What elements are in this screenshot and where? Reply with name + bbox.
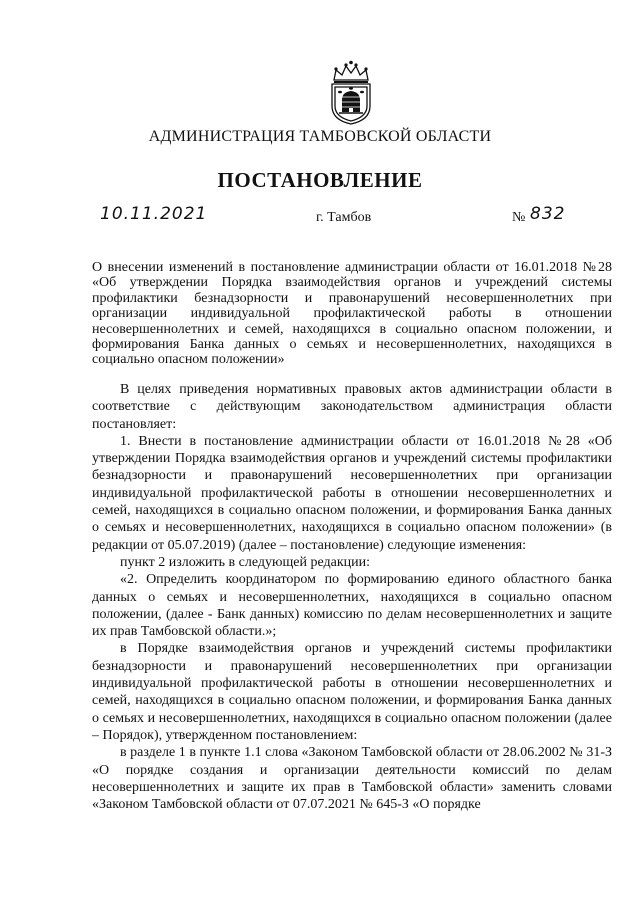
document-subject: О внесении изменений в постановление администрации области от 16.01.2018 №28 «Об утверждении Порядка взаимодействия органов и учреждений системы профилактики безнадзорности и правонарушений несовершеннолетних при организации индивидуальной профилактической работы в отношении несовершеннолетних и семей, находящихся в социально опасном положении, и формирования Банка данных о семьях и несовершеннолетних, находящихся в социально опасном положении» [92,260,612,368]
body-paragraph: «2. Определить координатором по формированию единого областного банка данных о семьях и несовершеннолетних, находящихся в социально опасном положении, (далее - Банк данных) комиссию по делам несовершеннолетних и защите их прав Тамбовской области.»; [92,572,612,640]
handwritten-number: 832 [530,204,566,224]
tambov-coat-of-arms-icon [326,60,376,126]
document-type-title: ПОСТАНОВЛЕНИЕ [217,168,423,192]
body-paragraph: в разделе 1 в пункте 1.1 слова «Законом Тамбовской области от 28.06.2002 № 31-З «О порядке создания и организации деятельности комиссий по делам несовершеннолетних и защите их прав в Тамбовской области» заменить словами «Законом Тамбовской области от 07.07.2021 № 645-З «О порядке [92,745,612,813]
city-name: г. Тамбов [316,210,372,225]
handwritten-date: 10.11.2021 [100,204,208,224]
body-paragraph: пункт 2 изложить в следующей редакции: [120,554,370,570]
organization-name: АДМИНИСТРАЦИЯ ТАМБОВСКОЙ ОБЛАСТИ [148,128,492,145]
document-body [92,381,612,813]
body-paragraph: В целях приведения нормативных правовых актов администрации области в соответствие с действующим законодательством администрация области постановляет: [92,382,612,432]
body-paragraph: 1. Внести в постановление администрации области от 16.01.2018 №28 «Об утверждении Порядка взаимодействия органов и учреждений системы профилактики безнадзорности и правонарушений несовершеннолетних при организации индивидуальной профилактической работы в отношении несовершеннолетних и семей, находящихся в социально опасном положении, и формирования Банка данных о семьях и несовершеннолетних, находящихся в социально опасном положении» (в редакции от 05.07.2019) (далее – постановление) следующие изменения: [92,433,612,553]
number-label: № [512,210,526,225]
body-paragraph: в Порядке взаимодействия органов и учреждений системы профилактики безнадзорности и правонарушений несовершеннолетних при организации индивидуальной профилактической работы в отношении несовершеннолетних и семей, находящихся в социально опасном положении, и формирования Банка данных о семьях и несовершеннолетних, находящихся в социально опасном положении (далее – Порядок), утвержденном постановлением: [92,641,612,743]
